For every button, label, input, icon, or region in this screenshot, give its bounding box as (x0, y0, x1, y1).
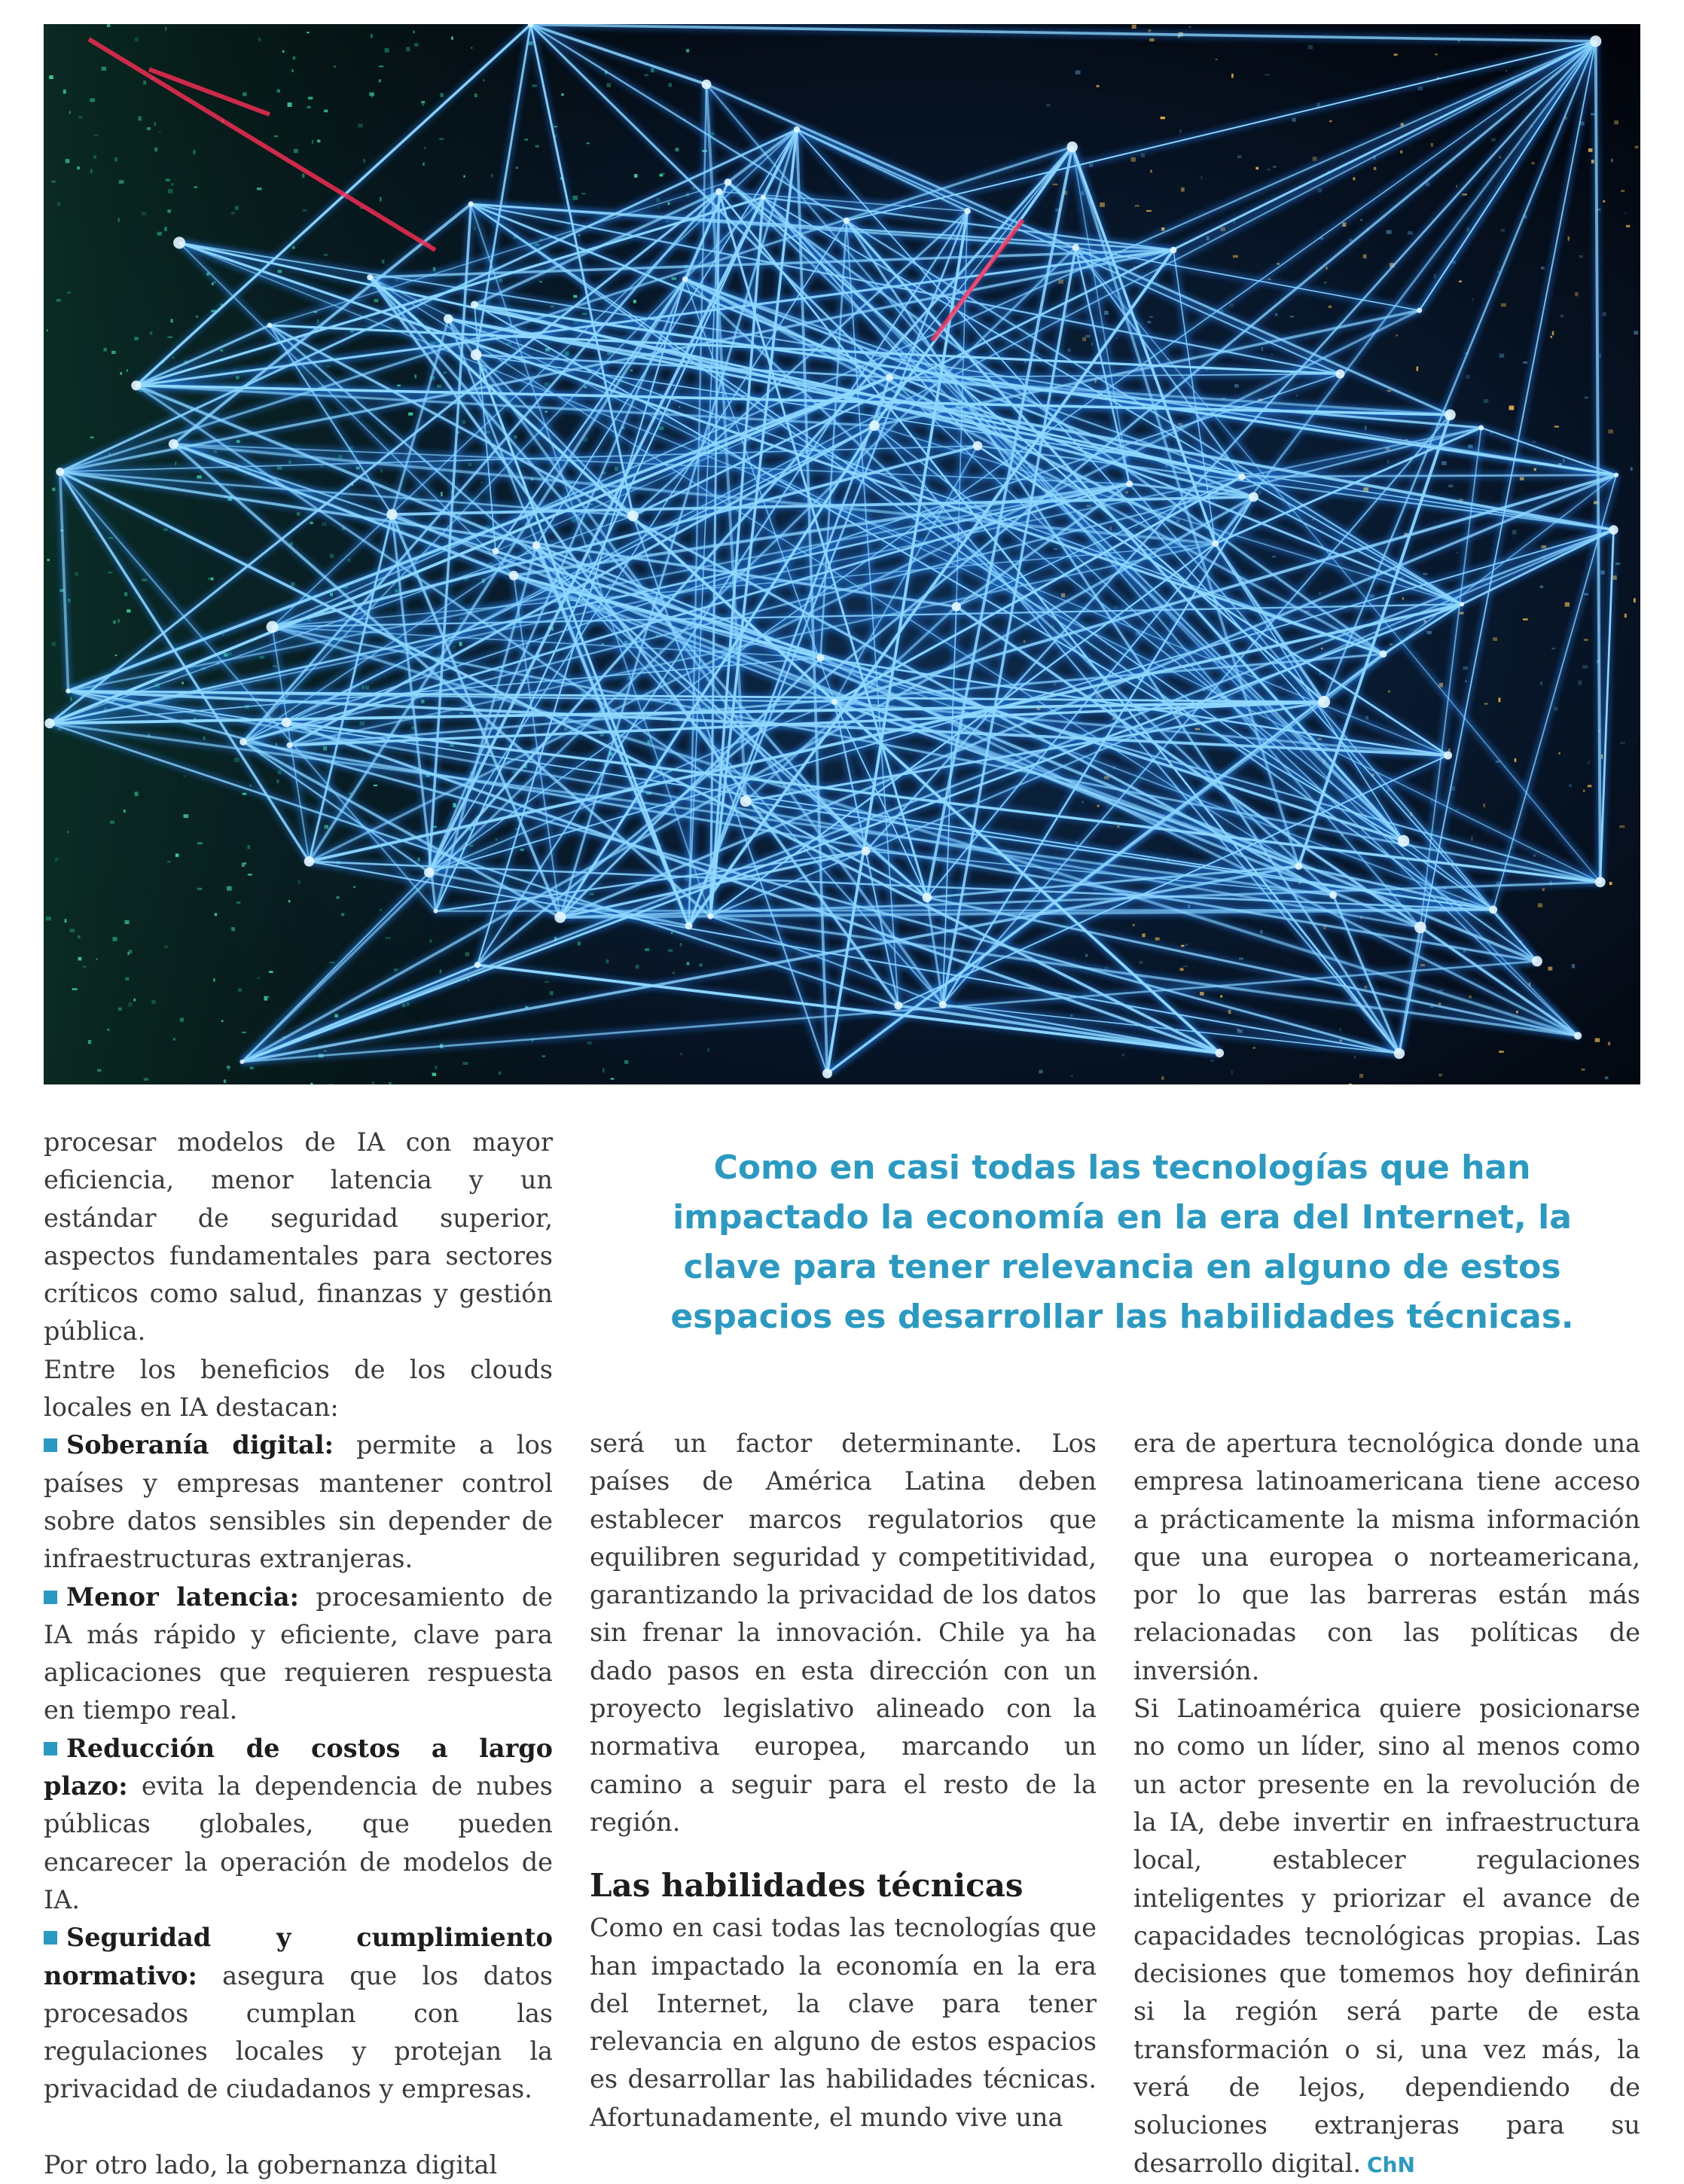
square-bullet-icon (44, 1931, 57, 1945)
list-item (44, 1730, 553, 1919)
paragraph (1133, 1690, 1640, 2184)
hero-photo (44, 24, 1640, 1084)
paragraph: Por otro lado, la gobernanza digital (44, 2149, 498, 2179)
square-bullet-icon (44, 1438, 57, 1452)
paragraph: era de apertura tecnológica donde una empresa latinoamericana tiene acceso a prácticamente la misma información que una europea o norteamericana, por lo que las barreras están más relacionadas con las políticas de inversión. (1133, 1429, 1640, 1685)
bullet-list (44, 1426, 553, 2108)
author-signature: ChN (1367, 2152, 1415, 2177)
section-heading: Las habilidades técnicas (590, 1867, 1024, 1905)
bullet-term: Menor latencia: (66, 1582, 299, 1612)
column-right (1133, 1425, 1640, 2184)
list-item (44, 1579, 553, 1730)
paragraph: Como en casi todas las tecnologías que han impactado la economía en la era del Internet, la clave para tener relevancia en alguno de estos espacios es desarrollar las habilidades técnicas. Afortunadamente, el mundo vive una (590, 1913, 1097, 2132)
list-item (44, 1426, 553, 1578)
bullet-text: permite a los países y empresas mantener control sobre datos sensibles sin depender de infraestructuras extranjeras. (44, 1430, 554, 1574)
paragraph: será un factor determinante. Los países de América Latina deben establecer marcos regulatorios que equilibren seguridad y competitividad, garantizando la privacidad de los datos sin frenar la innovación. Chile ya ha dado pasos en esta dirección con un proyecto legislativo alineado con la normativa europea, marcando un camino a seguir para el resto de la región. (590, 1429, 1097, 1837)
bullet-term: Soberanía digital: (66, 1430, 334, 1460)
column-left (44, 1124, 553, 2184)
paragraph: procesar modelos de IA con mayor eficiencia, menor latencia y un estándar de seguridad superior, aspectos fundamentales para sectores críticos como salud, finanzas y gestión pública. (44, 1127, 553, 1347)
paragraph: Entre los beneficios de los clouds locales en IA destacan: (44, 1354, 553, 1423)
square-bullet-icon (44, 1742, 57, 1755)
column-middle (590, 1425, 1097, 2137)
network-lines-city-photo-icon (44, 24, 1640, 1084)
square-bullet-icon (44, 1591, 57, 1604)
bullet-term: Seguridad y cumplimiento normativo: (44, 1923, 553, 1990)
bullet-text: asegura que los datos procesados cumplan con las regulaciones locales y protejan la privacidad de ciudadanos y empresas. (44, 1960, 553, 2104)
list-item (44, 1919, 553, 2108)
pull-quote: Como en casi todas las tecnologías que han impactado la economía en la era del Internet, la clave para tener relevancia en alguno de estos espacios es desarrollar las habilidades técnicas. (670, 1148, 1574, 1336)
bullet-text: procesamiento de IA más rápido y eficiente, clave para aplicaciones que requieren respuesta en tiempo real. (44, 1582, 553, 1725)
paragraph-text: Si Latinoamérica quiere posicionarse no como un líder, sino al menos como un actor presente en la revolución de la IA, debe invertir en infraestructura local, establecer regulaciones inteligentes y priorizar el avance de capacidades tecnológicas propias. Las decisiones que tomemos hoy definirán si la región será parte de esta transformación o si, una vez más, la verá de lejos, dependiendo de soluciones extranjeras para su desarrollo digital. (1133, 1694, 1640, 2178)
bullet-text: evita la dependencia de nubes públicas globales, que pueden encarecer la operación de modelos de IA. (44, 1771, 553, 1914)
bullet-term: Reducción de costos a largo plazo: (44, 1733, 553, 1801)
